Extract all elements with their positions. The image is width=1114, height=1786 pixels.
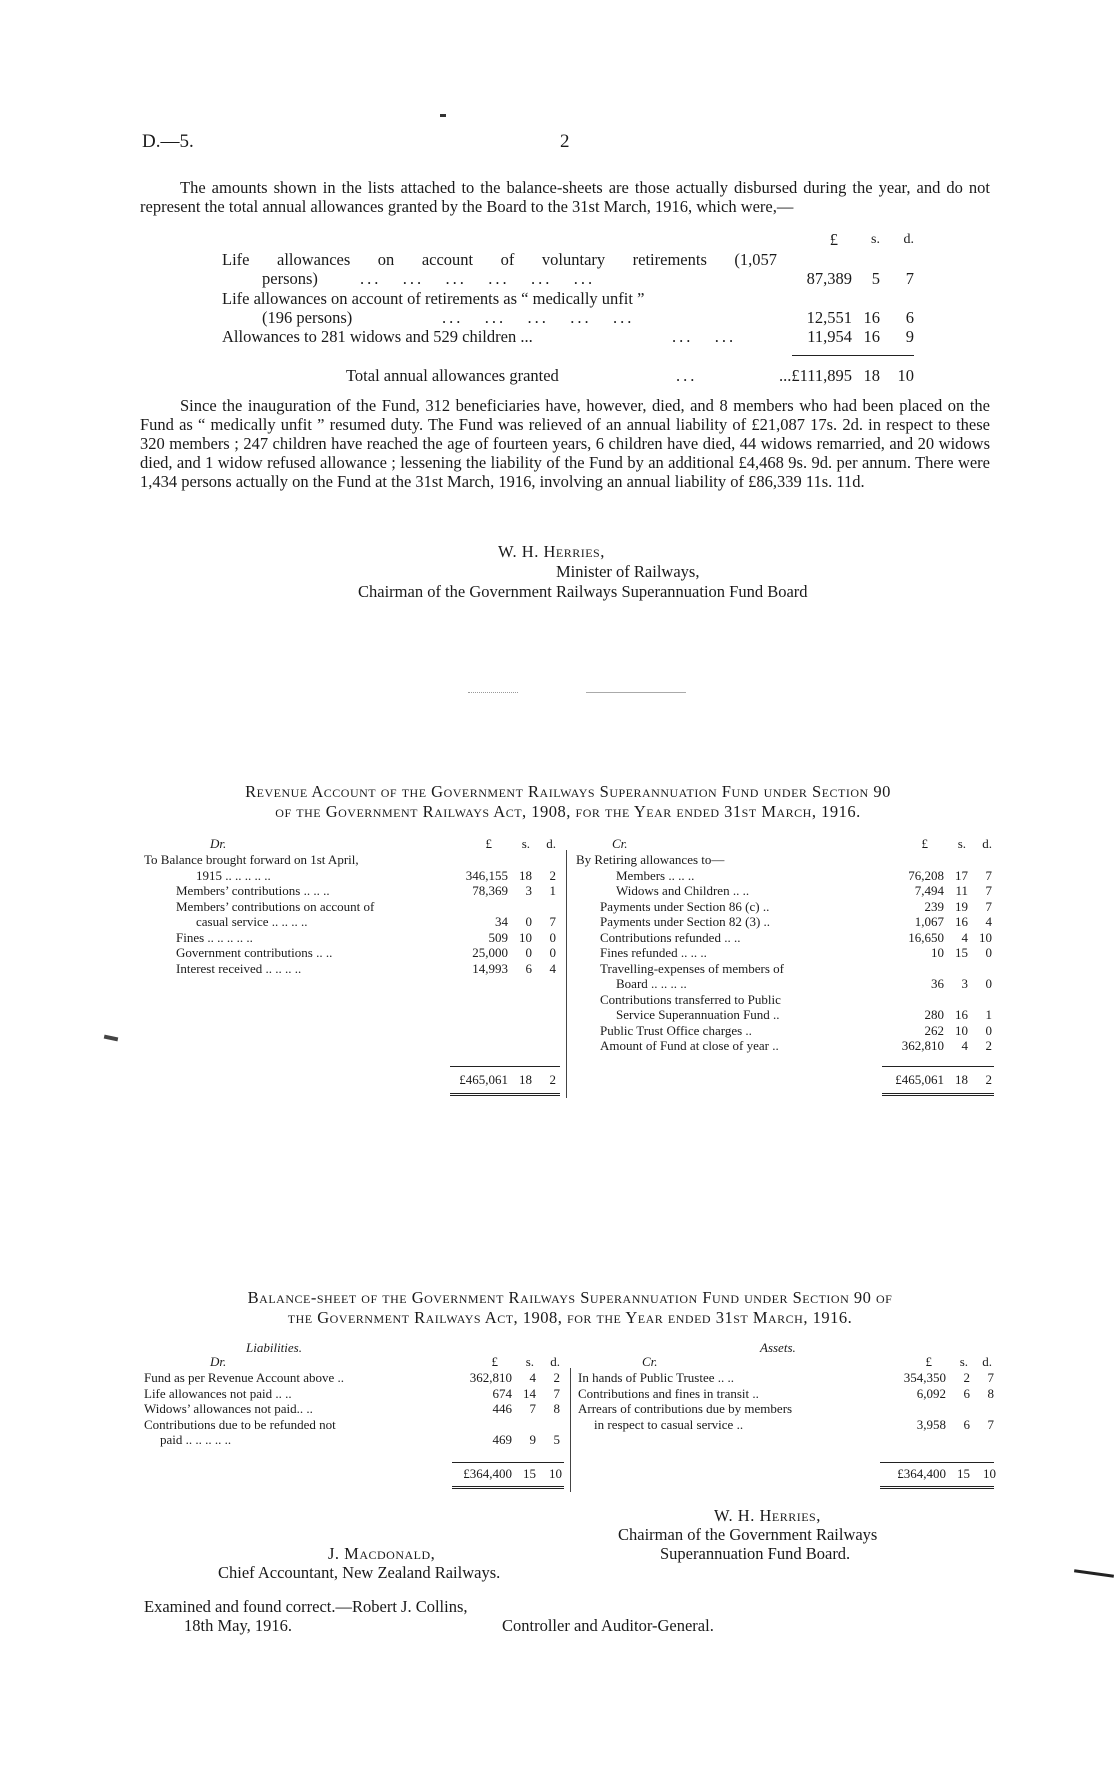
- revenue-cr-row-shillings: 4: [961, 929, 968, 945]
- balance-dr-total-shillings: 15: [523, 1466, 536, 1481]
- balance-cr-total-pounds: £364,400: [897, 1466, 946, 1481]
- revenue-cr-total-shillings: 18: [955, 1072, 968, 1087]
- revenue-dr-shillings-header: s.: [521, 836, 530, 851]
- signature-macdonald: J. Macdonald,: [328, 1544, 436, 1563]
- revenue-cr-total-rule: [882, 1066, 994, 1067]
- balance-dr-total-rule: [452, 1462, 564, 1463]
- revenue-cr-row-pence: 0: [985, 976, 992, 991]
- balance-center-divider: [570, 1368, 571, 1492]
- revenue-dr-row-label: 1915 .. .. .. .. ..: [196, 867, 271, 883]
- revenue-dr-total-pounds: £465,061: [459, 1072, 508, 1087]
- revenue-title-line2: of the Government Railways Act, 1908, for the Year ended 31st March, 1916.: [275, 802, 861, 821]
- revenue-cr-row-pence: 1: [985, 1007, 992, 1022]
- revenue-cr-row-pounds: 36: [931, 976, 944, 991]
- revenue-cr-row-pence: 7: [985, 883, 992, 898]
- signature-macdonald-title: Chief Accountant, New Zealand Railways.: [218, 1563, 501, 1582]
- balance-dr-row-pence: 8: [553, 1401, 560, 1416]
- allowance-item-1-line1: Life allowances on account of voluntary retirements (1,057: [222, 250, 777, 269]
- pounds-header: £: [829, 230, 838, 249]
- balance-cr-row-pounds: 6,092: [916, 1385, 946, 1401]
- revenue-cr-label: Cr.: [612, 836, 628, 851]
- balance-cr-total-rule: [880, 1462, 994, 1463]
- revenue-dr-pounds-header: £: [485, 836, 492, 851]
- balance-cr-total-pence: 10: [983, 1466, 996, 1481]
- audit-date: 18th May, 1916.: [184, 1616, 293, 1635]
- balance-dr-row-label: Fund as per Revenue Account above ..: [144, 1370, 345, 1385]
- allowance-item-1-pounds: 87,389: [806, 269, 852, 288]
- revenue-cr-row-label: Widows and Children .. ..: [616, 883, 750, 898]
- balance-dr-row-shillings: 7: [529, 1401, 536, 1416]
- revenue-cr-row-shillings: 4: [961, 1038, 968, 1053]
- revenue-cr-row-label: Members .. .. ..: [616, 867, 695, 883]
- allowance-item-2-pounds: 12,551: [806, 308, 852, 327]
- revenue-dr-row-label: Members’ contributions on account of: [176, 898, 375, 914]
- margin-mark: [1074, 1569, 1114, 1578]
- revenue-dr-row-shillings: 0: [525, 945, 532, 960]
- allowance-item-2-line2: (196 persons): [262, 308, 353, 327]
- faint-divider: [468, 692, 518, 693]
- revenue-dr-row-shillings: 0: [525, 914, 532, 929]
- revenue-dr-row-pence: 4: [549, 960, 556, 976]
- revenue-cr-row-pounds: 1,067: [914, 914, 944, 929]
- revenue-dr-row-pounds: 34: [495, 914, 508, 929]
- revenue-cr-row-shillings: 11: [955, 883, 968, 898]
- balance-cr-row-shillings: 6: [963, 1416, 970, 1432]
- assets-label: Assets.: [760, 1340, 796, 1355]
- allowance-item-3-shillings: 16: [863, 327, 880, 346]
- balance-cr-row-pence: 7: [987, 1416, 994, 1432]
- revenue-cr-row-label: Contributions refunded .. ..: [600, 929, 741, 945]
- revenue-dr-row-pounds: 25,000: [472, 945, 508, 960]
- revenue-dr-row-label: Members’ contributions .. .. ..: [176, 883, 330, 898]
- revenue-dr-row-shillings: 6: [525, 960, 532, 976]
- revenue-dr-row-pounds: 346,155: [465, 867, 508, 883]
- revenue-cr-row-shillings: 17: [955, 867, 968, 883]
- revenue-dr-row-pence: 7: [549, 914, 556, 929]
- document-code: D.—5.: [142, 131, 194, 152]
- revenue-cr-row-pounds: 7,494: [914, 883, 944, 898]
- revenue-cr-row-label: Travelling-expenses of members of: [600, 960, 785, 976]
- revenue-dr-row-pounds: 14,993: [472, 960, 508, 976]
- revenue-cr-row-pounds: 16,650: [908, 929, 944, 945]
- balance-dr-row-pence: 7: [553, 1385, 560, 1401]
- allowance-item-1-pence: 7: [905, 269, 914, 288]
- revenue-cr-row-pounds: 262: [924, 1022, 944, 1038]
- revenue-cr-row-shillings: 15: [955, 945, 968, 960]
- signature-herries-2: W. H. Herries,: [714, 1506, 821, 1525]
- revenue-cr-row-shillings: 16: [955, 1007, 968, 1022]
- total-pounds: ...£111,895: [778, 366, 852, 385]
- shillings-header: s.: [871, 232, 880, 247]
- revenue-cr-row-pence: 0: [985, 945, 992, 960]
- leader-dots: ...: [676, 366, 698, 385]
- revenue-cr-row-label: Amount of Fund at close of year ..: [600, 1038, 779, 1053]
- revenue-title-line1: Revenue Account of the Government Railways Superannuation Fund under Section 90: [245, 782, 891, 801]
- balance-dr-row-pence: 5: [553, 1432, 560, 1447]
- balance-dr-row-shillings: 14: [523, 1385, 536, 1401]
- leader-dots: ... ... ... ... ...: [442, 308, 635, 327]
- revenue-cr-row-pence: 7: [985, 867, 992, 883]
- liabilities-label: Liabilities.: [246, 1340, 302, 1355]
- revenue-dr-row-label: Interest received .. .. .. ..: [176, 960, 302, 976]
- leader-dots: ... ... ... ... ... ...: [360, 269, 596, 288]
- balance-cr-pence-header: d.: [982, 1354, 992, 1369]
- revenue-cr-row-pence: 4: [985, 914, 992, 929]
- allowance-item-1-shillings: 5: [871, 269, 880, 288]
- revenue-cr-pence-header: d.: [982, 836, 992, 851]
- revenue-dr-row-shillings: 10: [519, 929, 532, 945]
- revenue-cr-row-shillings: 16: [955, 914, 968, 929]
- balance-dr-row-pounds: 674: [492, 1385, 512, 1401]
- revenue-cr-double-rule: [882, 1093, 994, 1096]
- balance-dr-row-shillings: 9: [529, 1432, 536, 1447]
- balance-cr-row-pounds: 3,958: [916, 1416, 946, 1432]
- balance-dr-label: Dr.: [210, 1354, 227, 1369]
- revenue-dr-row-pence: 0: [549, 929, 556, 945]
- balance-dr-row-label: paid .. .. .. .. ..: [160, 1432, 232, 1447]
- allowance-item-3-pence: 9: [905, 327, 914, 346]
- pence-header: d.: [903, 232, 914, 247]
- revenue-cr-row-pence: 10: [979, 929, 992, 945]
- revenue-cr-shillings-header: s.: [957, 836, 966, 851]
- total-rule: [792, 355, 914, 356]
- revenue-cr-row-pounds: 280: [924, 1007, 944, 1022]
- revenue-cr-row-pounds: 362,810: [901, 1038, 944, 1053]
- balance-dr-row-label: Life allowances not paid .. ..: [144, 1385, 292, 1401]
- revenue-dr-total-pence: 2: [549, 1072, 556, 1087]
- revenue-dr-row-shillings: 18: [519, 867, 532, 883]
- balance-cr-row-pence: 7: [987, 1370, 994, 1385]
- revenue-cr-row-label: Board .. .. .. ..: [616, 976, 687, 991]
- audit-title: Controller and Auditor-General.: [502, 1616, 714, 1635]
- page-number: 2: [560, 131, 570, 152]
- allowance-item-2-line1: Life allowances on account of retirements as “ medically unfit ”: [222, 289, 645, 308]
- balance-dr-pounds-header: £: [491, 1354, 498, 1369]
- balance-cr-row-pounds: 354,350: [903, 1370, 946, 1385]
- signature-herries: W. H. Herries,: [498, 542, 605, 561]
- revenue-cr-row-pounds: 76,208: [908, 867, 944, 883]
- signature-title-chairman: Chairman of the Government Railways Superannuation Fund Board: [358, 582, 808, 601]
- revenue-dr-row-pence: 1: [549, 883, 556, 898]
- leader-dots: ... ...: [672, 327, 737, 346]
- revenue-dr-total-rule: [450, 1066, 560, 1067]
- balance-dr-row-label: Widows’ allowances not paid.. ..: [144, 1401, 313, 1416]
- revenue-cr-row-pounds: 10: [931, 945, 944, 960]
- balance-cr-label: Cr.: [642, 1354, 658, 1369]
- balance-dr-row-pounds: 446: [492, 1401, 512, 1416]
- revenue-cr-row-pence: 2: [985, 1038, 992, 1053]
- total-shillings: 18: [863, 366, 880, 385]
- balance-cr-double-rule: [880, 1486, 994, 1489]
- balance-dr-row-shillings: 4: [529, 1370, 536, 1385]
- balance-dr-pence-header: d.: [550, 1354, 560, 1369]
- page-mark: [440, 114, 446, 117]
- revenue-dr-row-label: To Balance brought forward on 1st April,: [144, 852, 359, 867]
- balance-dr-row-pence: 2: [553, 1370, 560, 1385]
- allowance-item-3-line1: Allowances to 281 widows and 529 children ...: [222, 327, 533, 346]
- revenue-dr-row-pounds: 78,369: [472, 883, 508, 898]
- revenue-dr-row-pounds: 509: [488, 929, 508, 945]
- allowance-item-3-pounds: 11,954: [807, 327, 852, 346]
- revenue-cr-row-pence: 7: [985, 898, 992, 914]
- revenue-dr-row-label: Fines .. .. .. .. ..: [176, 929, 253, 945]
- balance-dr-total-pence: 10: [549, 1466, 562, 1481]
- balance-cr-row-label: Contributions and fines in transit ..: [578, 1385, 759, 1401]
- ink-speck: [104, 1035, 119, 1042]
- revenue-dr-row-label: Government contributions .. ..: [176, 945, 333, 960]
- allowance-item-2-shillings: 16: [863, 308, 880, 327]
- revenue-cr-row-label: Payments under Section 86 (c) ..: [600, 898, 770, 914]
- revenue-dr-label: Dr.: [210, 836, 227, 851]
- revenue-cr-pounds-header: £: [921, 836, 928, 851]
- balance-dr-double-rule: [452, 1486, 564, 1489]
- revenue-cr-row-pounds: 239: [924, 898, 944, 914]
- balance-cr-pounds-header: £: [925, 1354, 932, 1369]
- revenue-cr-row-label: Contributions transferred to Public: [600, 991, 781, 1007]
- revenue-cr-row-pence: 0: [985, 1022, 992, 1038]
- revenue-cr-row-shillings: 3: [961, 976, 968, 991]
- total-label: Total annual allowances granted: [346, 366, 559, 385]
- revenue-cr-row-label: By Retiring allowances to—: [576, 852, 725, 867]
- balance-cr-row-shillings: 2: [963, 1370, 970, 1385]
- balance-cr-row-label: Arrears of contributions due by members: [578, 1401, 793, 1416]
- audit-line: Examined and found correct.—Robert J. Collins,: [144, 1597, 468, 1616]
- allowance-item-1-line2: persons): [262, 269, 318, 288]
- balance-cr-total-shillings: 15: [957, 1466, 970, 1481]
- revenue-dr-row-pence: 2: [549, 867, 556, 883]
- balance-cr-row-label: In hands of Public Trustee .. ..: [578, 1370, 734, 1385]
- revenue-cr-row-shillings: 19: [955, 898, 968, 914]
- revenue-dr-row-label: casual service .. .. .. ..: [196, 914, 308, 929]
- balance-cr-row-shillings: 6: [963, 1385, 970, 1401]
- revenue-dr-total-shillings: 18: [519, 1072, 532, 1087]
- revenue-cr-total-pence: 2: [985, 1072, 992, 1087]
- faint-divider: [586, 692, 686, 693]
- revenue-dr-row-shillings: 3: [525, 883, 532, 898]
- balance-cr-shillings-header: s.: [959, 1354, 968, 1369]
- revenue-center-divider: [566, 850, 567, 1098]
- balance-title-line2: the Government Railways Act, 1908, for the Year ended 31st March, 1916.: [287, 1308, 853, 1327]
- signature-title-minister: Minister of Railways,: [556, 562, 700, 581]
- allowance-item-2-pence: 6: [905, 308, 914, 327]
- signature2-title2: Superannuation Fund Board.: [660, 1544, 851, 1563]
- revenue-cr-total-pounds: £465,061: [895, 1072, 944, 1087]
- revenue-dr-row-pence: 0: [549, 945, 556, 960]
- balance-title-line1: Balance-sheet of the Government Railways Superannuation Fund under Section 90 of: [247, 1288, 893, 1307]
- revenue-dr-pence-header: d.: [546, 836, 556, 851]
- signature2-title1: Chairman of the Government Railways: [618, 1525, 878, 1544]
- liability-paragraph: Since the inauguration of the Fund, 312 beneficiaries have, however, died, and 8 members who had been placed on the Fund as “ medically unfit ” resumed duty. The Fund was relieved of an annual liability of £21,087 17s. 2d. in respect to these 320 members ; 247 children have reached the age of fourteen years, 6 children have died, 44 widows remarried, and 20 widows died, and 1 widow refused allowance ; lessening the liability of the Fund by an additional £4,468 9s. 9d. per annum. There were 1,434 persons actually on the Fund at the 31st March, 1916, involving an annual liability of £86,339 11s. 11d.: [140, 396, 990, 491]
- revenue-cr-row-label: Public Trust Office charges ..: [600, 1022, 752, 1038]
- revenue-dr-double-rule: [450, 1093, 560, 1096]
- balance-dr-row-pounds: 362,810: [469, 1370, 512, 1385]
- balance-dr-row-pounds: 469: [492, 1432, 512, 1447]
- revenue-cr-row-label: Payments under Section 82 (3) ..: [600, 914, 771, 929]
- revenue-cr-row-label: Fines refunded .. .. ..: [600, 945, 707, 960]
- revenue-cr-row-shillings: 10: [955, 1022, 968, 1038]
- balance-dr-shillings-header: s.: [525, 1354, 534, 1369]
- balance-cr-row-label: in respect to casual service ..: [594, 1416, 744, 1432]
- balance-dr-row-label: Contributions due to be refunded not: [144, 1416, 336, 1432]
- intro-paragraph: The amounts shown in the lists attached to the balance-sheets are those actually disbursed during the year, and do not represent the total annual allowances granted by the Board to the 31st March, 1916, which were,—: [140, 178, 990, 216]
- revenue-cr-row-label: Service Superannuation Fund ..: [616, 1007, 780, 1022]
- total-pence: 10: [897, 366, 914, 385]
- balance-cr-row-pence: 8: [987, 1385, 994, 1401]
- balance-dr-total-pounds: £364,400: [463, 1466, 512, 1481]
